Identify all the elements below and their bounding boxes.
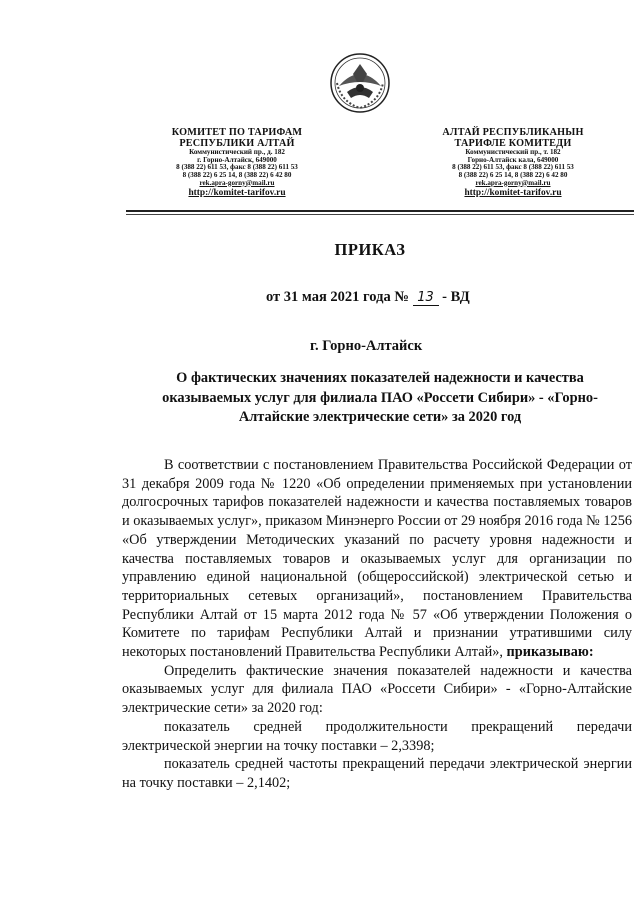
email: rek.apra-gorny@mail.ru	[199, 178, 275, 187]
order-number: 13	[413, 290, 439, 306]
org-name-line2: ТАРИФЛЕ КОМИТЕДИ	[454, 138, 572, 150]
org-name-line1: КОМИТЕТ ПО ТАРИФАМ	[171, 127, 303, 138]
header-left-block	[132, 127, 342, 198]
order-subject: О фактических значениях показателей надежности и качества оказываемых услуг для филиала ПАО «Россети Сибири» - «Горно-Алтайские электрические сети» за 2020 год	[162, 370, 598, 425]
website-link[interactable]: http://komitet-tarifov.ru	[464, 188, 562, 199]
paragraph-frequency-indicator: показатель средней частоты прекращений передачи электрической энергии на точку поставки – 2,1402;	[122, 756, 632, 791]
address-line1: Коммунистический пр., д. 182	[189, 148, 285, 157]
phone-line1: 8 (388 22) 611 53, факс 8 (388 22) 611 53	[452, 163, 574, 172]
address-line2: г. Горно-Алтайск, 649000	[197, 155, 277, 164]
phone-line2: 8 (388 22) 6 25 14, 8 (388 22) 6 42 80	[182, 171, 292, 179]
order-date-line	[266, 289, 470, 306]
basis-text: В соответствии с постановлением Правительства Российской Федерации от 31 декабря 2009 года № 1220 «Об определении применяемых при установлении долгосрочных тарифов показателей надежности и качества поставляемых товаров и оказываемых услуг», приказом Минэнерго России от 29 ноября 2016 года № 1256 «Об утверждении Методических указаний по расчету уровня надежности и качества поставляемых товаров и оказываемых услуг для организации по управлению единой национальной (общероссийской) электрической сетью и территориальных сетевых организаций», постановлением Правительства Республики Алтай от 15 марта 2012 года № 57 «Об утверждении Положения о Комитете по тарифам Республики Алтай и признании утратившими силу некоторых постановлений Правительства Республики Алтай»,	[122, 457, 632, 661]
city: г. Горно-Алтайск	[310, 338, 423, 354]
phone-line1: 8 (388 22) 611 53, факс 8 (388 22) 611 53	[176, 163, 298, 172]
address-line1: Коммунистический пр., т. 182	[465, 148, 561, 157]
phone-line2: 8 (388 22) 6 25 14, 8 (388 22) 6 42 80	[458, 171, 568, 179]
header-divider-thin	[126, 214, 634, 215]
header-divider-thick	[126, 210, 634, 212]
address-line2: Горно-Алтайск кала, 649000	[467, 155, 559, 164]
org-name-line1: АЛТАЙ РЕСПУБЛИКАНЫН	[442, 127, 584, 138]
paragraph-determine: Определить фактические значения показателей надежности и качества оказываемых услуг для филиала ПАО «Россети Сибири» - «Горно-Алтайские электрические сети» за 2020 год:	[122, 662, 632, 717]
document-title-row	[0, 240, 640, 260]
order-word: приказываю:	[506, 644, 594, 661]
document-title: ПРИКАЗ	[334, 240, 406, 259]
order-date: от 31 мая 2021 года №	[266, 289, 409, 305]
coat-of-arms-emblem	[329, 52, 391, 114]
paragraph-duration-indicator: показатель средней продолжительности прекращений передачи электрической энергии на точку поставки – 2,3398;	[122, 718, 632, 754]
document-body	[122, 456, 632, 793]
header-right-block	[408, 127, 618, 198]
website-link[interactable]: http://komitet-tarifov.ru	[188, 188, 286, 199]
order-suffix: - ВД	[442, 289, 470, 305]
email: rek.apra-gorny@mail.ru	[475, 178, 551, 187]
paragraph-basis	[122, 456, 632, 662]
org-name-line2: РЕСПУБЛИКИ АЛТАЙ	[179, 138, 295, 150]
